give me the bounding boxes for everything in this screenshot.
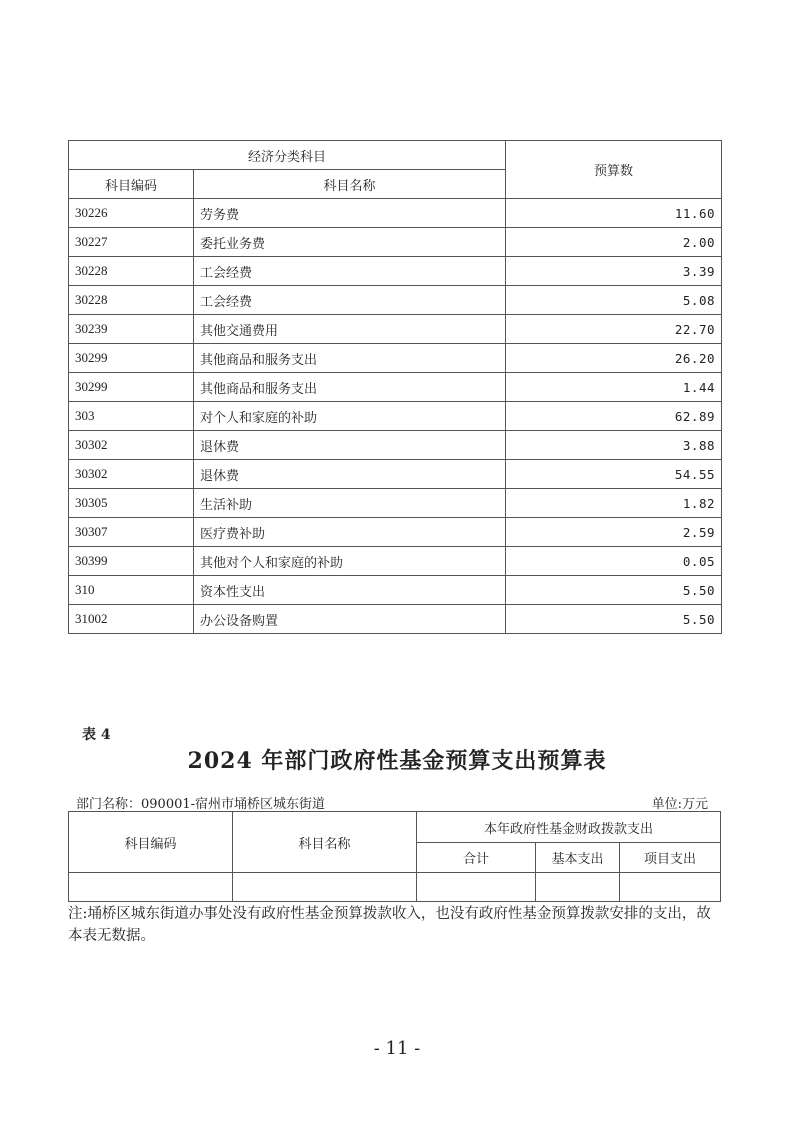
table-row [69, 460, 722, 489]
row-amount: 22.70 [506, 315, 722, 344]
table-row [69, 605, 722, 634]
header-basic: 基本支出 [536, 843, 620, 873]
row-amount: 54.55 [506, 460, 722, 489]
empty-row [69, 873, 721, 902]
row-code: 30239 [69, 315, 194, 344]
row-code: 30299 [69, 373, 194, 402]
row-code: 303 [69, 402, 194, 431]
table-row [69, 547, 722, 576]
header-project: 项目支出 [620, 843, 721, 873]
row-name: 其他商品和服务支出 [194, 344, 506, 373]
row-amount: 1.82 [506, 489, 722, 518]
table-row [69, 199, 722, 228]
row-code: 30302 [69, 460, 194, 489]
row-amount: 5.08 [506, 286, 722, 315]
government-fund-table [68, 811, 721, 902]
table-row [69, 489, 722, 518]
row-name: 医疗费补助 [194, 518, 506, 547]
row-amount: 3.88 [506, 431, 722, 460]
page-number: - 11 - [373, 1038, 421, 1059]
row-name: 退休费 [194, 431, 506, 460]
row-amount: 11.60 [506, 199, 722, 228]
row-name: 其他对个人和家庭的补助 [194, 547, 506, 576]
row-amount: 26.20 [506, 344, 722, 373]
header-group: 本年政府性基金财政拨款支出 [417, 812, 721, 843]
row-code: 30228 [69, 257, 194, 286]
row-amount: 2.00 [506, 228, 722, 257]
row-name: 其他交通费用 [194, 315, 506, 344]
row-code: 30302 [69, 431, 194, 460]
header-total: 合计 [417, 843, 536, 873]
row-name: 对个人和家庭的补助 [194, 402, 506, 431]
row-amount: 5.50 [506, 576, 722, 605]
page-title: 2024 年部门政府性基金预算支出预算表 [187, 748, 607, 774]
row-name: 资本性支出 [194, 576, 506, 605]
table-row [69, 431, 722, 460]
row-name: 委托业务费 [194, 228, 506, 257]
header-name: 科目名称 [233, 812, 417, 873]
table-row [69, 344, 722, 373]
table-row [69, 315, 722, 344]
row-code: 30299 [69, 344, 194, 373]
row-amount: 3.39 [506, 257, 722, 286]
row-code: 30305 [69, 489, 194, 518]
department-name: 部门名称：090001-宿州市埇桥区城东街道 [76, 797, 326, 812]
row-name: 工会经费 [194, 286, 506, 315]
economic-classification-table [68, 140, 722, 634]
row-name: 生活补助 [194, 489, 506, 518]
row-amount: 2.59 [506, 518, 722, 547]
table-row [69, 576, 722, 605]
table-label: 表 4 [82, 727, 111, 743]
unit-label: 单位:万元 [651, 797, 708, 812]
header-code: 科目编码 [69, 170, 194, 199]
row-name: 劳务费 [194, 199, 506, 228]
row-name: 工会经费 [194, 257, 506, 286]
header-name: 科目名称 [194, 170, 506, 199]
row-code: 30227 [69, 228, 194, 257]
row-code: 30226 [69, 199, 194, 228]
header-group: 经济分类科目 [69, 141, 506, 170]
row-name: 办公设备购置 [194, 605, 506, 634]
table-row [69, 228, 722, 257]
table-row [69, 402, 722, 431]
row-code: 30399 [69, 547, 194, 576]
row-name: 其他商品和服务支出 [194, 373, 506, 402]
row-amount: 0.05 [506, 547, 722, 576]
row-code: 30228 [69, 286, 194, 315]
row-code: 31002 [69, 605, 194, 634]
table-row [69, 373, 722, 402]
row-amount: 5.50 [506, 605, 722, 634]
row-amount: 62.89 [506, 402, 722, 431]
table-row [69, 257, 722, 286]
table-note: 注:埇桥区城东街道办事处没有政府性基金预算拨款收入，也没有政府性基金预算拨款安排的支出，故本表无数据。 [68, 906, 711, 944]
row-code: 310 [69, 576, 194, 605]
row-amount: 1.44 [506, 373, 722, 402]
header-amount: 预算数 [506, 141, 722, 199]
table-row [69, 518, 722, 547]
header-code: 科目编码 [69, 812, 233, 873]
table-row [69, 286, 722, 315]
row-code: 30307 [69, 518, 194, 547]
row-name: 退休费 [194, 460, 506, 489]
